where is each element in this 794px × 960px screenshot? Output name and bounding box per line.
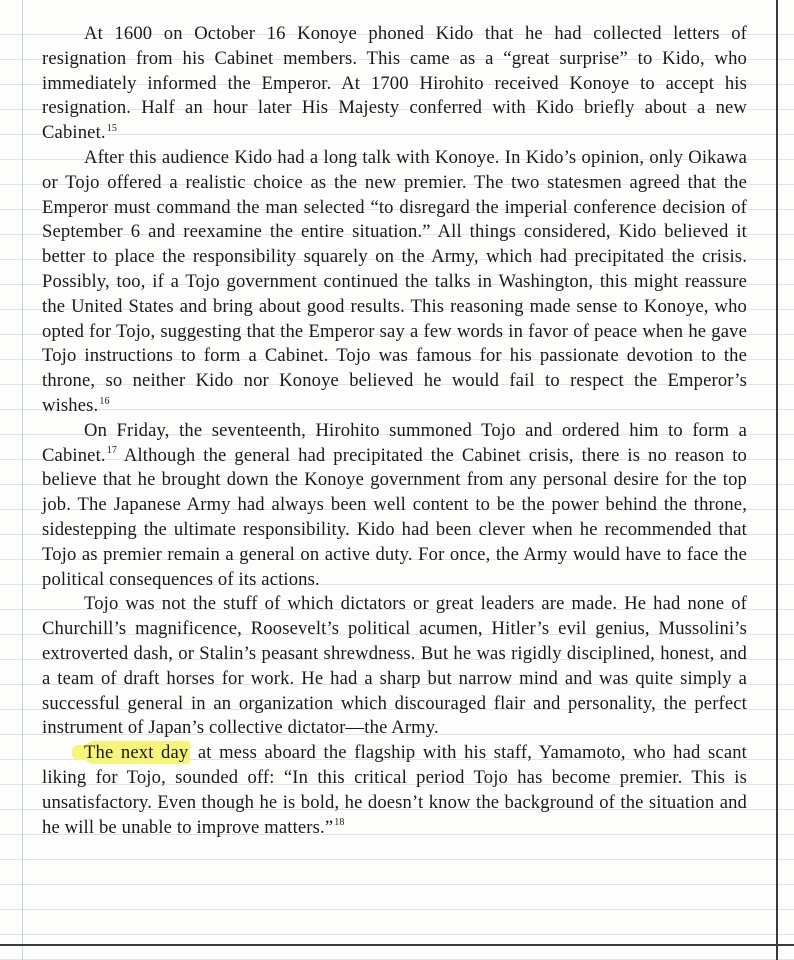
footnote-18: 18 <box>334 817 345 829</box>
highlighted-phrase: The next day <box>84 742 189 764</box>
paragraph-1 <box>42 22 747 146</box>
paragraph-3 <box>42 419 747 593</box>
paragraph-2-text: After this audience Kido had a long talk with Konoye. In Kido’s opinion, only Oikawa or Tojo offered a realistic choice as the new premier. The two statesmen agreed that the Emperor must command the man selected “to disregard the imperial conference decision of September 6 and reexamine the entire situation.” All things considered, Kido believed it better to place the responsibility squarely on the Army, which had precipitated the crisis. Possibly, too, if a Tojo government continued the talks in Washington, this might reassure the United States and bring about good results. This reasoning made sense to Konoye, who opted for Tojo, suggesting that the Emperor say a few words in favor of peace when he gave Tojo instructions to form a Cabinet. Tojo was famous for his passionate devotion to the throne, so neither Kido nor Konoye believed he would fail to respect the Emperor’s wishes. <box>42 146 747 416</box>
bottom-border-line <box>0 944 794 946</box>
left-margin-line <box>22 0 23 960</box>
footnote-16: 16 <box>99 395 110 407</box>
paragraph-5 <box>42 741 747 840</box>
book-page-text <box>42 22 747 840</box>
paragraph-2 <box>42 146 747 419</box>
paragraph-5-text: at mess aboard the flagship with his staff, Yamamoto, who had scant liking for Tojo, sounded off: “In this critical period Tojo has become premier. This is unsatisfactory. Even though he is bold, he doesn’t know the background of the situation and he will be unable to improve matters.” <box>42 742 747 838</box>
footnote-17: 17 <box>106 445 117 457</box>
paragraph-4-text: Tojo was not the stuff of which dictators or great leaders are made. He had none of Churchill’s magnificence, Roosevelt’s political acumen, Hitler’s evil genius, Mussolini’s extroverted dash, or Stalin’s peasant shrewdness. But he was rigidly disciplined, honest, and a team of draft horses for work. He had a sharp but narrow mind and was quite simply a successful general in an organization which discouraged flair and personality, the perfect instrument of Japan’s collective dictator—the Army. <box>42 593 747 739</box>
paragraph-3-text-a: On Friday, the seventeenth, Hirohito summoned Tojo and ordered him to form a Cabinet. <box>42 419 747 466</box>
paragraph-4 <box>42 592 747 741</box>
footnote-15: 15 <box>106 123 117 134</box>
paragraph-1-text: At 1600 on October 16 Konoye phoned Kido that he had collected letters of resignation from his Cabinet members. This came as a “great surprise” to Kido, who immediately informed the Emperor. At 1700 Hirohito received Konoye to accept his resignation. Half an hour later His Majesty conferred with Kido briefly about a new Cabinet. <box>42 23 747 144</box>
paragraph-3-text-b: Although the general had precipitated the Cabinet crisis, there is no reason to believe that he brought down the Konoye government from any personal desire for the top job. The Japanese Army had always been well content to be the power behind the throne, sidestepping the ultimate responsibility. Kido had been clever when he recommended that Tojo as premier remain a general on active duty. For once, the Army would have to face the political consequences of its actions. <box>42 444 747 590</box>
right-border-line <box>776 0 778 960</box>
